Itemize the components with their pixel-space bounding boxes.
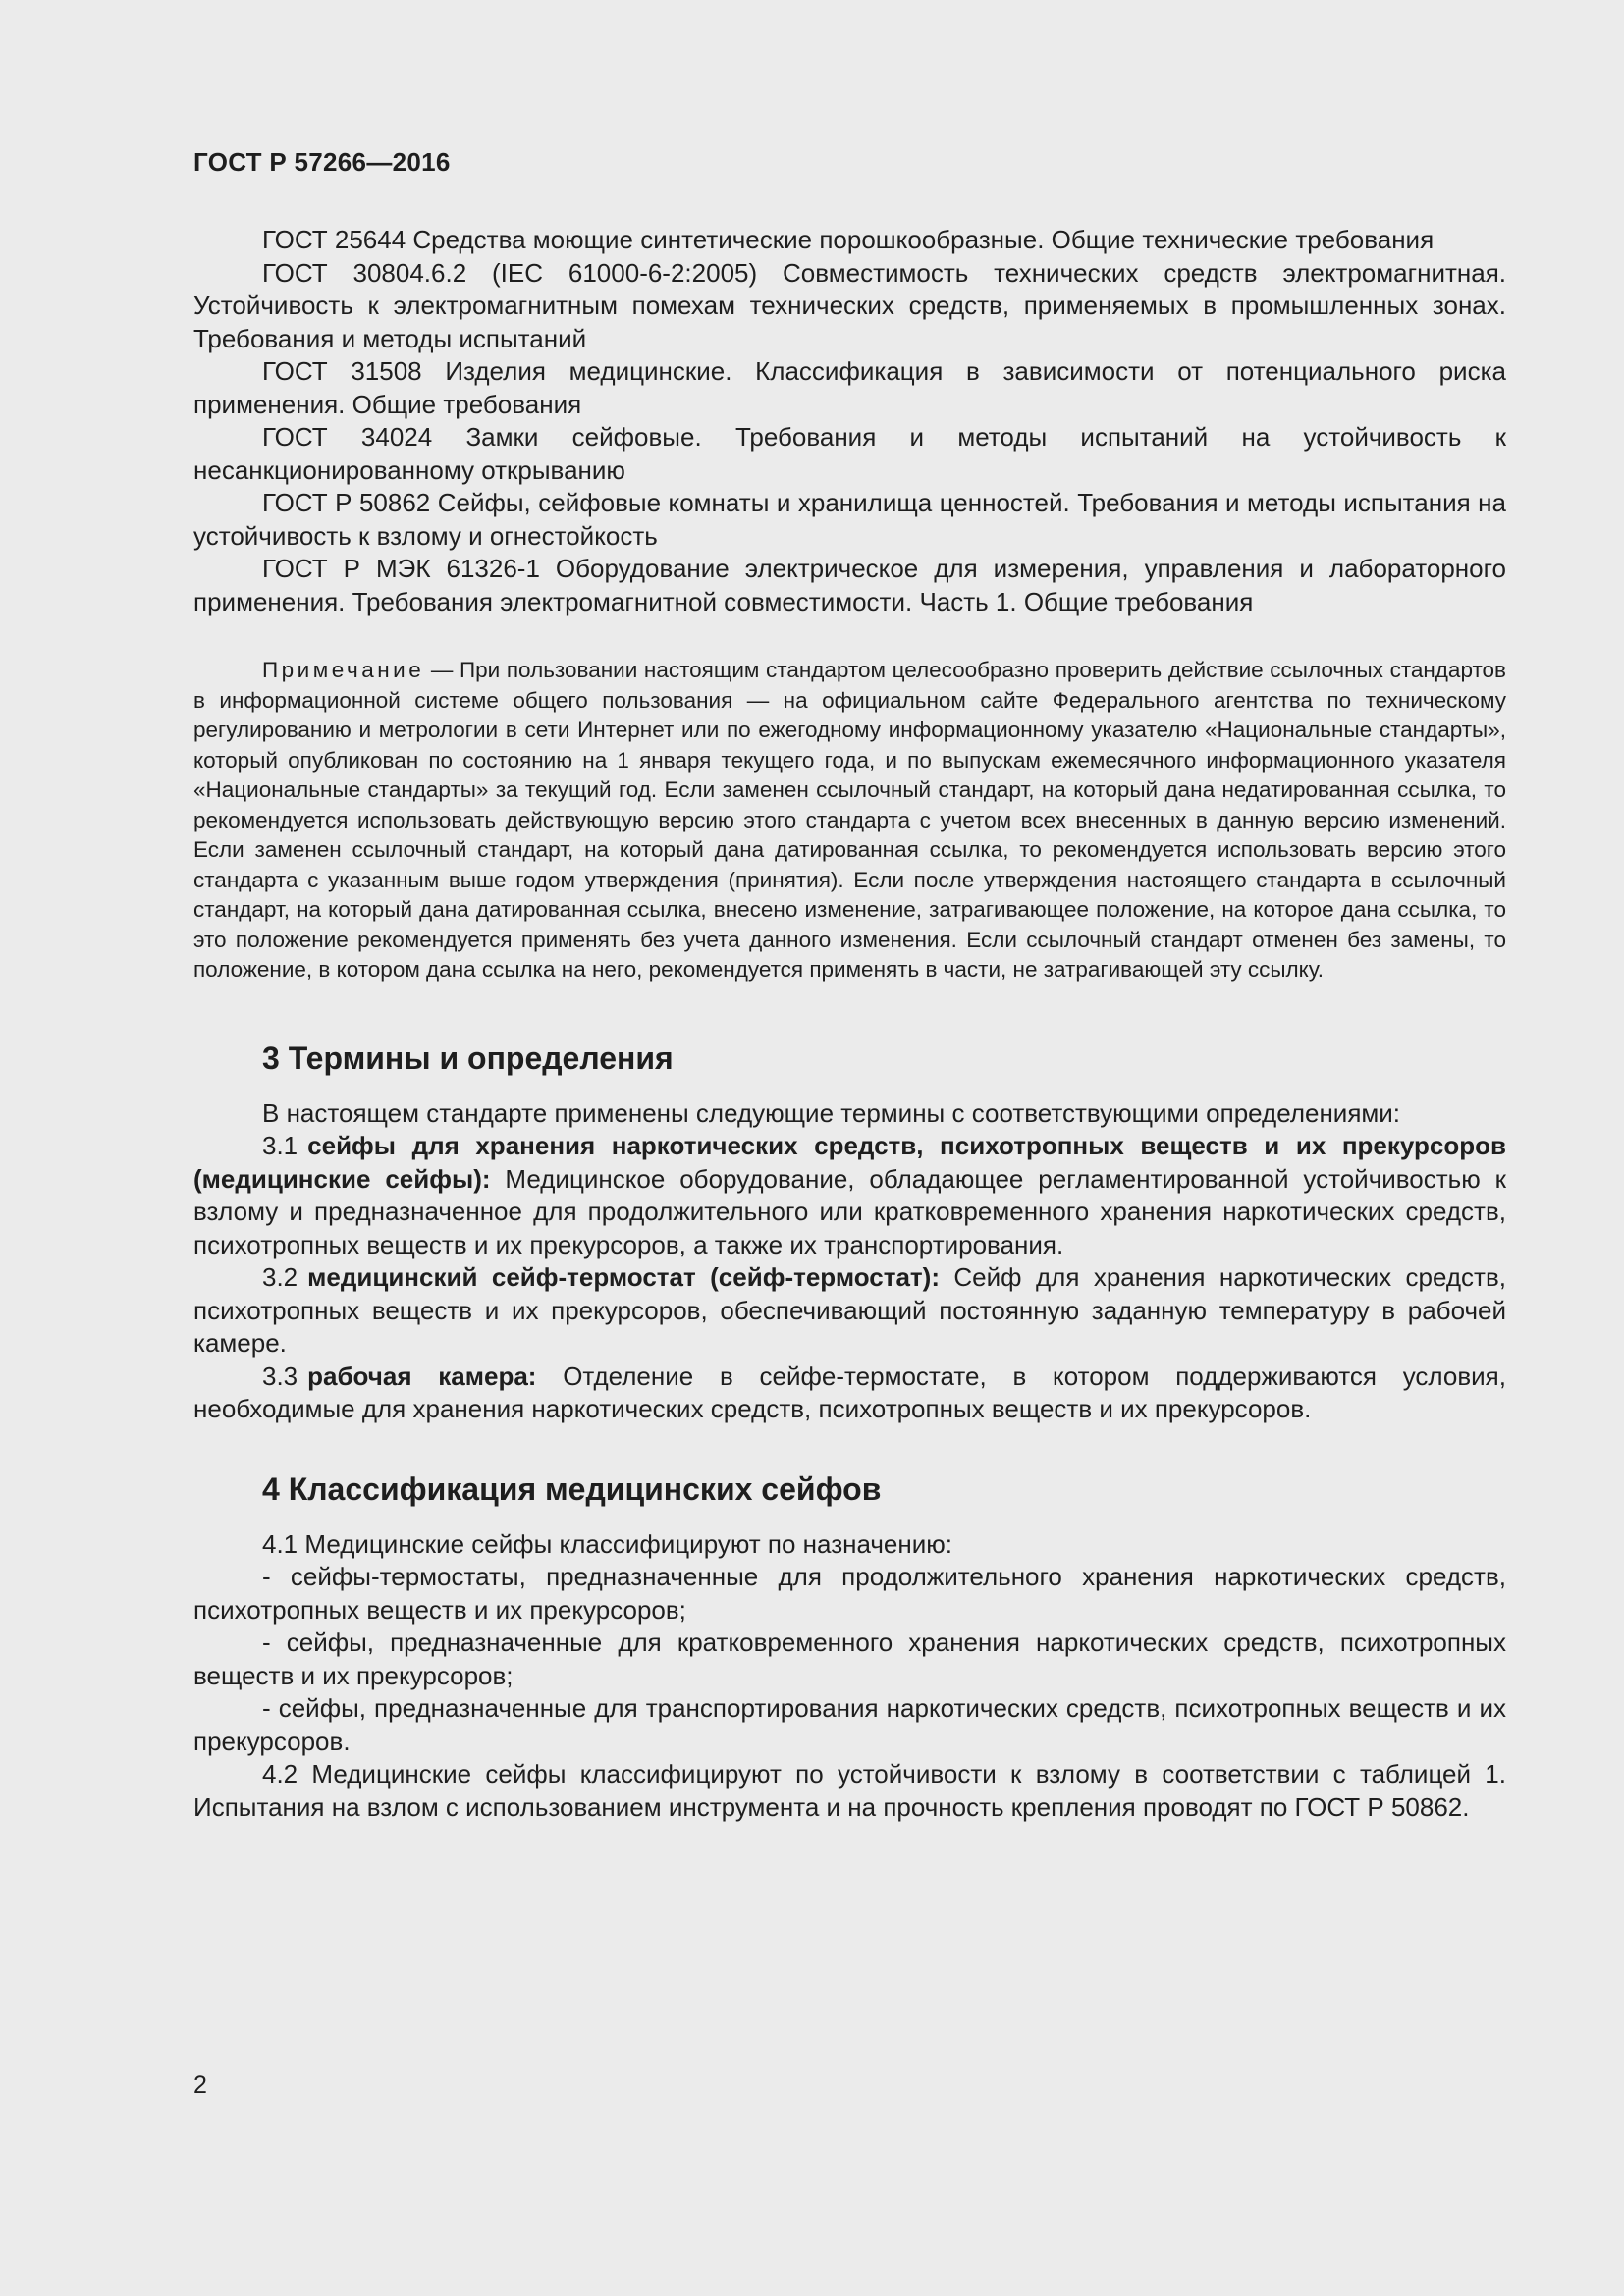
term-3-2 bbox=[193, 1261, 1506, 1361]
list-item: - сейфы, предназначенные для кратковременного хранения наркотических средств, психотропных веществ и их прекурсоров; bbox=[193, 1628, 1506, 1690]
standard-header: ГОСТ Р 57266—2016 bbox=[193, 147, 451, 177]
reference-item: ГОСТ 30804.6.2 (IEC 61000-6-2:2005) Совместимость технических средств электромагнитная. Устойчивость к электромагнитным помехам технических средств, применяемых в промышленных зонах. Требования и методы испытаний bbox=[193, 257, 1506, 353]
section-3-title: 3 Термины и определения bbox=[262, 1040, 674, 1076]
term-number: 3.2 bbox=[262, 1262, 298, 1292]
term-number: 3.3 bbox=[262, 1361, 298, 1391]
term-definition: Сейф для хранения наркотических средств, психотропных веществ и их прекурсоров, обеспечивающий постоянную заданную температуру в рабочей камере. bbox=[193, 1262, 1506, 1358]
note-paragraph bbox=[193, 656, 1506, 986]
reference-item: ГОСТ Р 50862 Сейфы, сейфовые комнаты и хранилища ценностей. Требования и методы испытания на устойчивость к взлому и огнестойкость bbox=[193, 488, 1506, 551]
term-number: 3.1 bbox=[262, 1131, 298, 1160]
section-4-title: 4 Классификация медицинских сейфов bbox=[262, 1470, 882, 1507]
section-3-intro: В настоящем стандарте применены следующие термины с соответствующими определениями: bbox=[262, 1097, 1401, 1128]
term-name: медицинский сейф-термостат (сейф-термостат): bbox=[307, 1262, 940, 1292]
reference-item: ГОСТ Р МЭК 61326-1 Оборудование электрическое для измерения, управления и лабораторного применения. Требования электромагнитной совместимости. Часть 1. Общие требования bbox=[193, 554, 1506, 616]
term-3-1 bbox=[193, 1130, 1506, 1261]
clause-4-2: 4.2 Медицинские сейфы классифицируют по устойчивости к взлому в соответствии с таблицей 1. Испытания на взлом с использованием инструмента и на прочность крепления проводят по ГОСТ Р 50862. bbox=[193, 1759, 1506, 1822]
clause-4-1: 4.1 Медицинские сейфы классифицируют по назначению: bbox=[262, 1528, 952, 1559]
note-label: Примечание bbox=[262, 658, 425, 682]
term-definition: Медицинское оборудование, обладающее регламентированной устойчивостью к взлому и предназначенное для продолжительного или кратковременного хранения наркотических средств, психотропных веществ и их прекурсоров, а также их транспортирования. bbox=[193, 1163, 1506, 1259]
reference-item: ГОСТ 25644 Средства моющие синтетические порошкообразные. Общие технические требования bbox=[262, 225, 1435, 254]
term-name: сейфы для хранения наркотических средств, психотропных веществ и их прекурсоров (медицинские сейфы): bbox=[193, 1131, 1506, 1194]
reference-item: ГОСТ 34024 Замки сейфовые. Требования и методы испытаний на устойчивость к несанкционированному открыванию bbox=[193, 422, 1506, 485]
term-definition: Отделение в сейфе-термостате, в котором поддерживаются условия, необходимые для хранения наркотических средств, психотропных веществ и их прекурсоров. bbox=[193, 1361, 1506, 1423]
list-item: - сейфы-термостаты, предназначенные для продолжительного хранения наркотических средств, психотропных веществ и их прекурсоров; bbox=[193, 1562, 1506, 1625]
document-body bbox=[193, 224, 1506, 1824]
note-text: — При пользовании настоящим стандартом целесообразно проверить действие ссылочных стандартов в информационной системе общего пользования — на официальном сайте Федерального агентства по техническому регулированию и метрологии в сети Интернет или по ежегодному информационному указателю «Национальные стандарты», который опубликован по состоянию на 1 января текущего года, и по выпускам ежемесячного информационного указателя «Национальные стандарты» за текущий год. Если заменен ссылочный стандарт, на который дана недатированная ссылка, то рекомендуется использовать действующую версию этого стандарта с учетом всех внесенных в данную версию изменений. Если заменен ссылочный стандарт, на который дана датированная ссылка, то рекомендуется использовать версию этого стандарта с указанным выше годом утверждения (принятия). Если после утверждения настоящего стандарта в ссылочный стандарт, на который дана датированная ссылка, внесено изменение, затрагивающее положение, на которое дана ссылка, то это положение рекомендуется применять без учета данного изменения. Если ссылочный стандарт отменен без замены, то положение, в котором дана ссылка на него, рекомендуется применять в части, не затрагивающей эту ссылку. bbox=[193, 658, 1506, 982]
term-name: рабочая камера: bbox=[307, 1361, 537, 1391]
normative-references bbox=[193, 224, 1506, 618]
reference-item: ГОСТ 31508 Изделия медицинские. Классификация в зависимости от потенциального риска применения. Общие требования bbox=[193, 356, 1506, 419]
page-number: 2 bbox=[193, 2071, 207, 2099]
list-item: - сейфы, предназначенные для транспортирования наркотических средств, психотропных веществ и их прекурсоров. bbox=[193, 1693, 1506, 1756]
term-3-3 bbox=[193, 1361, 1506, 1426]
